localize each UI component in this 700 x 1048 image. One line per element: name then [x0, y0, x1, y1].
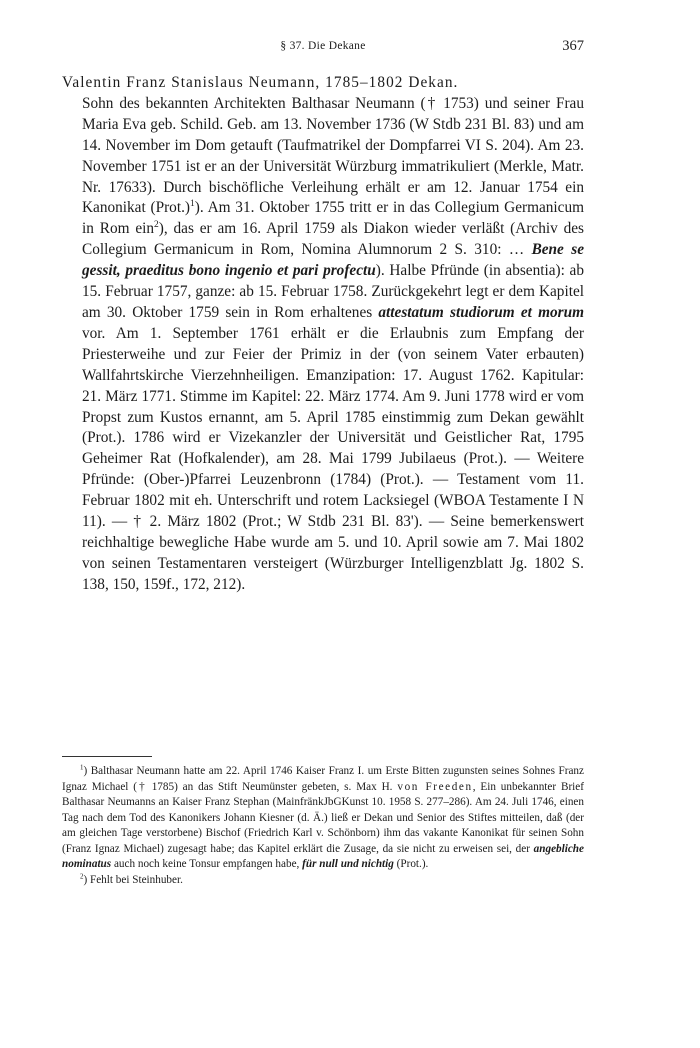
- footnote-quote: angebliche nominatus: [62, 842, 584, 870]
- latin-quote: attestatum studiorum et morum: [378, 303, 584, 321]
- footnote-text: ) Balthasar Neumann hatte am 22. April 1746 Kaiser Franz I. um Erste Bitten zugunsten seines Sohnes Franz Ignaz Michael († 1785) an das Stift Neumünster gebeten, s. Max H.: [62, 765, 584, 793]
- entry-text: ). Halbe Pfründe (in absentia): ab 15. Februar 1757, ganze: ab 15. Februar 1758. Zurückgekehrt legt er dem Kapitel am 30. Oktober 1759 sein in Rom erhaltenes: [82, 262, 584, 321]
- footnote-text: ) Fehlt bei Steinhuber.: [83, 873, 183, 886]
- footnote-mark: 2: [80, 871, 84, 880]
- entry-text: ). Am 31. Oktober 1755 tritt er in das Collegium Germanicum in Rom ein: [82, 199, 585, 238]
- entry-text: vor. Am 1. September 1761 erhält er die Erlaubnis zum Empfang der Priesterweihe und zur Feier der Primiz in der (von seinem Vater erbauten) Wallfahrtskirche Vierzehnheiligen. Emanzipation: 17. August 1762. Kapitular: 21. März 1771. Stimme im Kapitel: 22. März 1774. Am 9. Juni 1778 wird er vom Propst zum Kustos ernannt, am 5. April 1785 einstimmig zum Dekan gewählt (Prot.). 1786 wird er Vizekanzler der Universität und Geistlicher Rat, 1795 Geheimer Rat (Hofkalender), am 28. Mai 1799 Jubilaeus (Prot.). — Weitere Pfründe: (Ober-)Pfarrei Leuzenbronn (1784) (Prot.). — Testament vom 11. Februar 1802 mit eh. Unterschrift und rotem Lacksiegel (WBOA Testamente I N 11). — † 2. März 1802 (Prot.; W Stdb 231 Bl. 83'). — Seine bemerkenswert reichhaltige bewegliche Habe wurde am 5. und 10. April sowie am 7. Mai 1802 von seinen Testamentaren versteigert (Würzburger Intelligenzblatt Jg. 1802 S. 138, 150, 159f., 172, 212).: [82, 324, 584, 593]
- footnote-ref: 1: [190, 199, 195, 210]
- dean-entry: [62, 73, 584, 596]
- entry-text: ), das er am 16. April 1759 als Diakon wieder verläßt (Archiv des Collegium Germanicum in Rom, Nomina Alumnorum 2 S. 310: …: [82, 220, 584, 259]
- footnote-mark: 1: [80, 763, 84, 772]
- page-number: 367: [562, 38, 584, 54]
- footnotes: [62, 764, 584, 888]
- footnote-2: [62, 873, 584, 889]
- footnote-author: von Freeden: [397, 780, 473, 793]
- footnote-text: (Prot.).: [393, 858, 429, 870]
- footnote-divider: [62, 756, 152, 757]
- footnote-1: [62, 764, 584, 873]
- page-header: [62, 38, 584, 58]
- footnote-text: , Ein unbekannter Brief Balthasar Neumanns an Kaiser Franz Stephan (MainfränkJbGKunst 10. 1958 S. 277–286). Am 24. Juli 1746, einen Tag nach dem Tod des Kanonikers Johann Kiesner (d. Ä.) ließ er Dekan und Senior des Stiftes mitteilen, daß (der am gleichen Tage verstorbene) Bischof (Friedrich Karl v. Schönborn) ihm das vakante Kanonikat für seinen Sohn (Franz Ignaz Michael) zugesagt habe; das Kapitel erklärt die Zusage, da sie nicht zu erweisen sei, der: [62, 780, 584, 855]
- latin-quote: Bene se gessit, praeditus bono ingenio et pari profectu: [82, 241, 584, 280]
- footnote-ref: 2: [154, 220, 159, 231]
- footnote-quote: für null und nichtig: [302, 858, 394, 870]
- running-head: § 37. Die Dekane: [280, 40, 366, 52]
- footnote-text: auch noch keine Tonsur empfangen habe,: [111, 858, 303, 870]
- entry-body: [62, 94, 584, 596]
- entry-heading: Valentin Franz Stanislaus Neumann, 1785–1802 Dekan.: [62, 74, 459, 91]
- entry-text: Sohn des bekannten Architekten Balthasar Neumann († 1753) und seiner Frau Maria Eva geb. Schild. Geb. am 13. November 1736 (W Stdb 231 Bl. 83) und am 14. November im Dom getauft (Taufmatrikel der Dompfarrei VI S. 204). Am 23. November 1751 ist er an der Universität Würzburg immatrikuliert (Merkle, Matr. Nr. 17633). Durch bischöfliche Verleihung erhält er am 12. Januar 1754 ein Kanonikat (Prot.): [82, 94, 584, 217]
